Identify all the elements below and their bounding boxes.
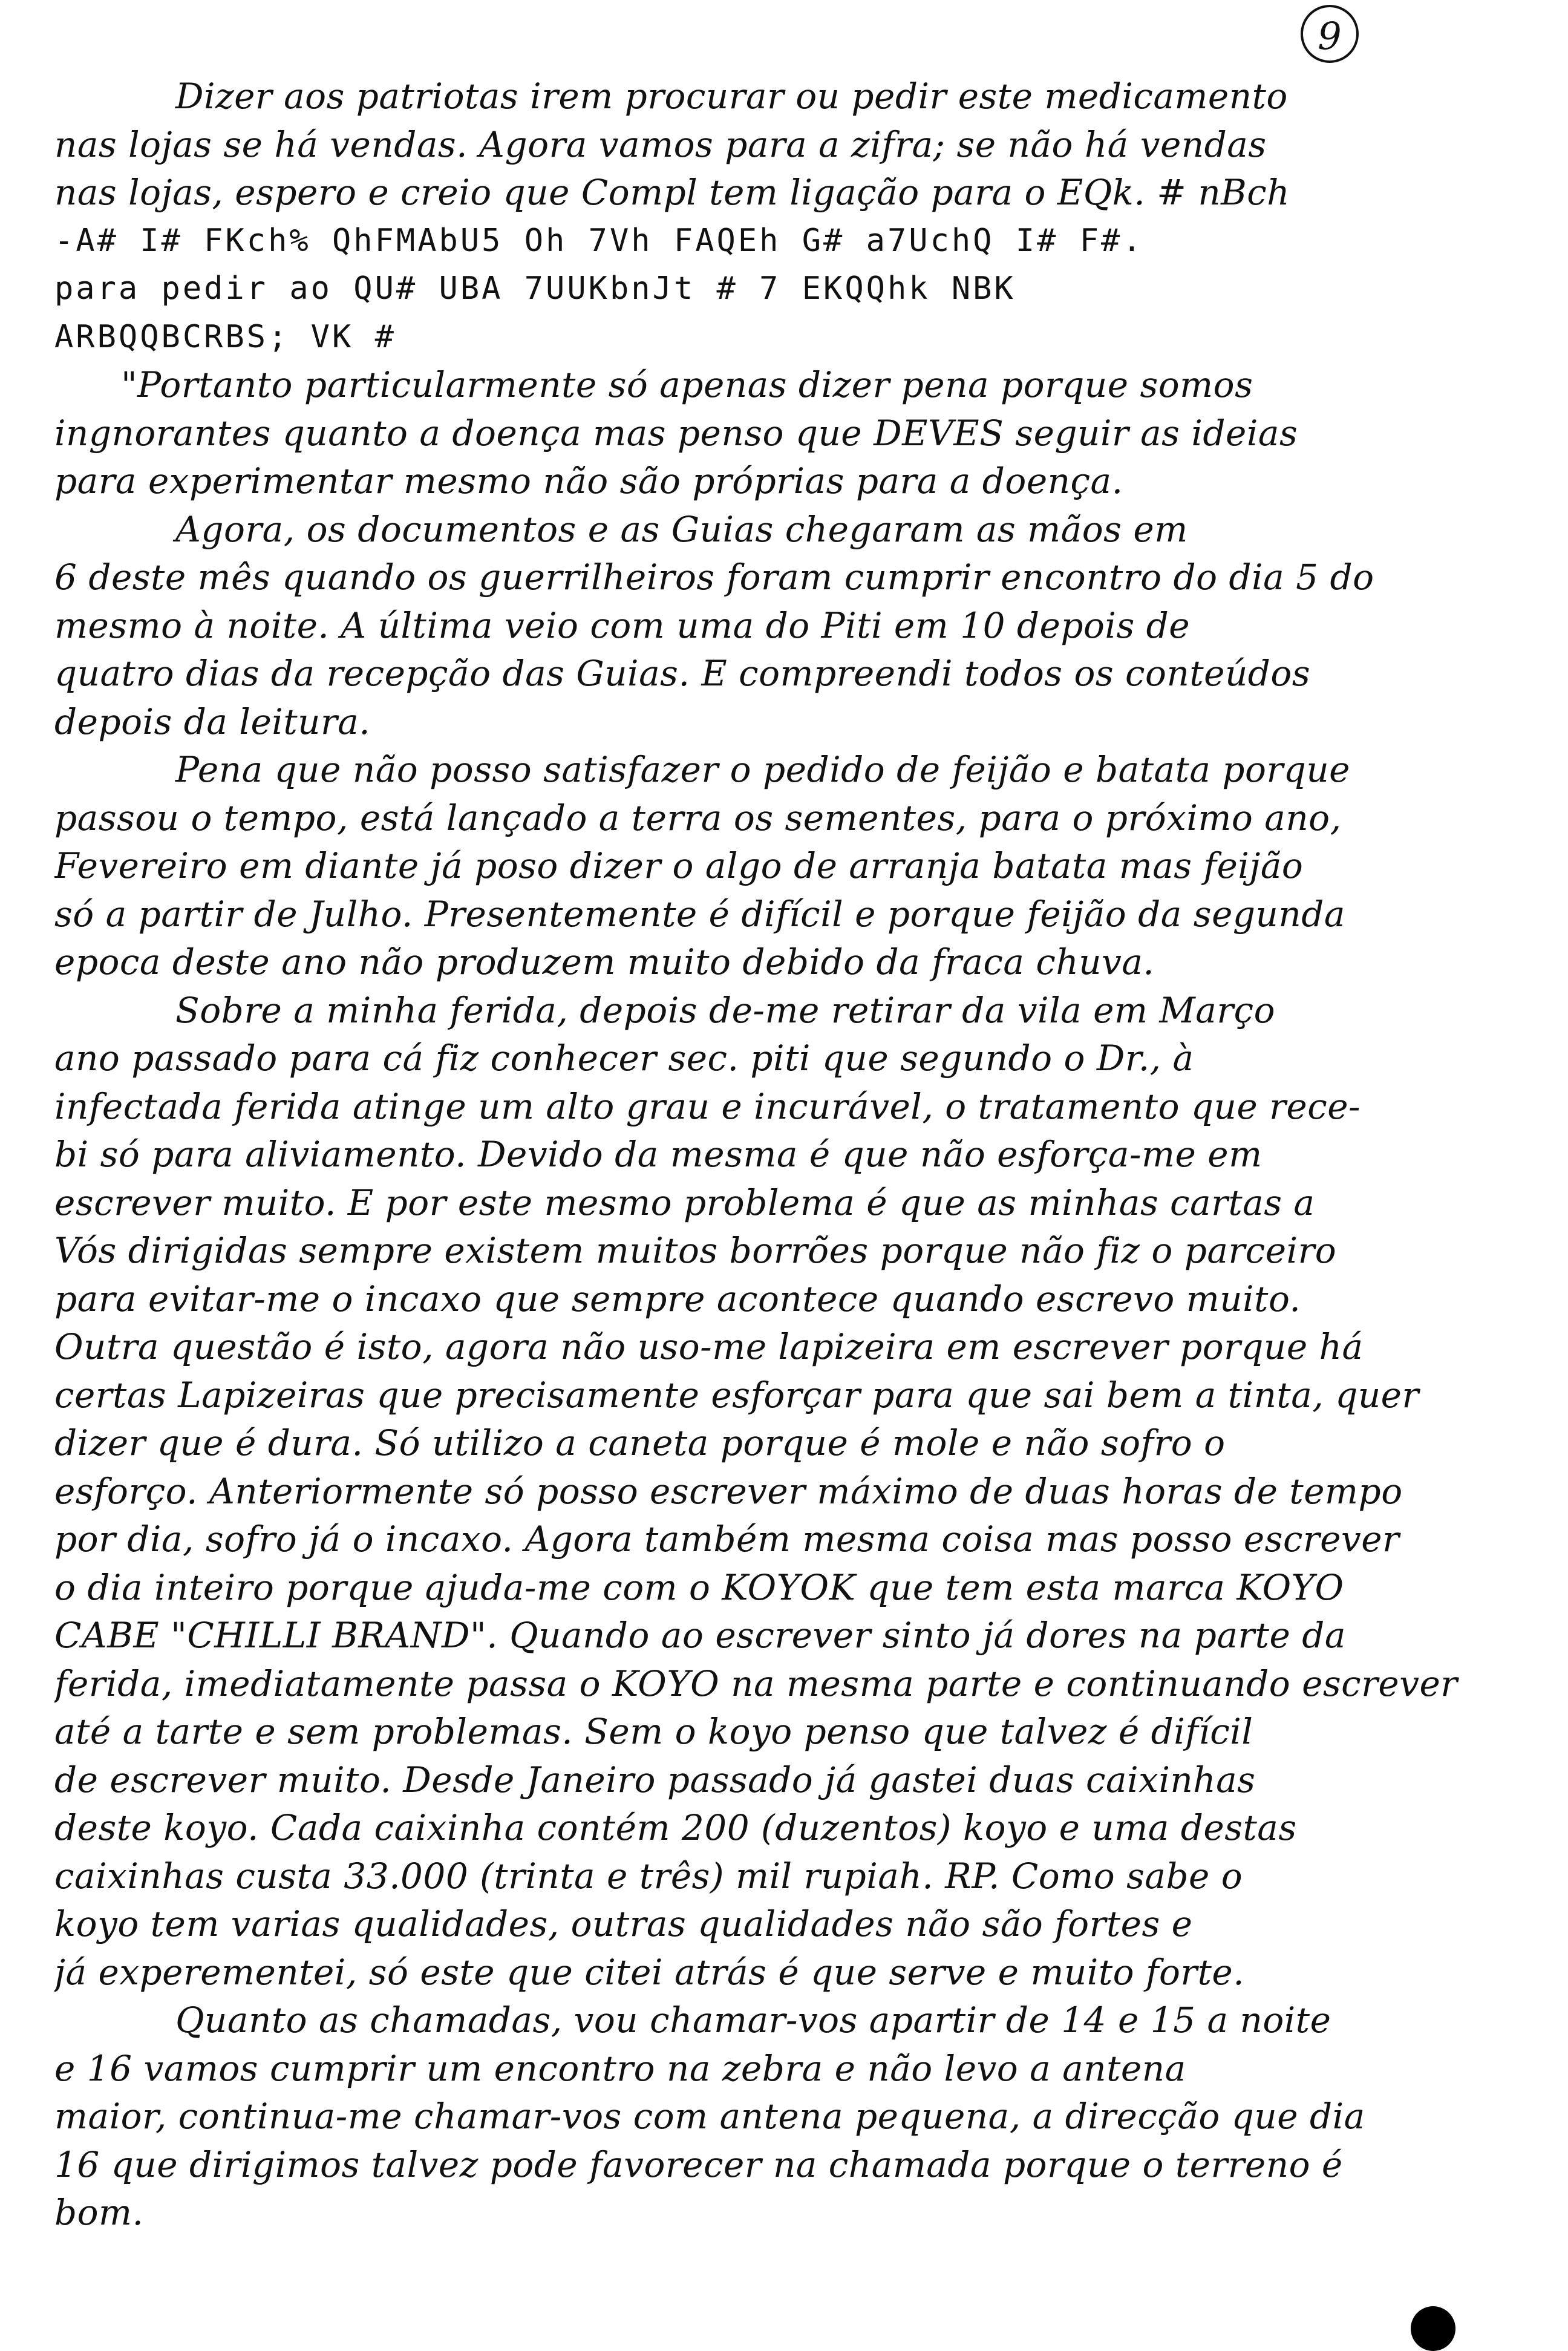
ink-blot	[1411, 2306, 1455, 2351]
letter-line: certas Lapizeiras que precisamente esforçar para que sai bem a tinta, quer	[54, 1374, 1419, 1416]
letter-line: de escrever muito. Desde Janeiro passado já gastei duas caixinhas	[54, 1759, 1256, 1800]
letter-line: ano passado para cá fiz conhecer sec. piti que segundo o Dr., à	[54, 1038, 1194, 1079]
letter-line: Vós dirigidas sempre existem muitos borrões porque não fiz o parceiro	[54, 1230, 1337, 1271]
letter-line: CABE "CHILLI BRAND". Quando ao escrever sinto já dores na parte da	[54, 1615, 1346, 1656]
letter-line: nas lojas, espero e creio que Compl tem ligação para o EQk. # nBch	[54, 172, 1290, 213]
letter-line: epoca deste ano não produzem muito debido da fraca chuva.	[54, 941, 1155, 983]
letter-line: bi só para aliviamento. Devido da mesma é que não esforça-me em	[54, 1134, 1263, 1175]
letter-line: e 16 vamos cumprir um encontro na zebra e não levo a antena	[54, 2047, 1186, 2089]
letter-line: ARBQQBCRBS; VK #	[54, 318, 396, 355]
letter-line: passou o tempo, está lançado a terra os sementes, para o próximo ano,	[54, 797, 1342, 839]
letter-body	[54, 73, 1518, 2237]
letter-line: infectada ferida atinge um alto grau e incurável, o tratamento que rece-	[54, 1085, 1361, 1127]
letter-line: mesmo à noite. A última veio com uma do Piti em 10 depois de	[54, 604, 1191, 646]
letter-line: koyo tem varias qualidades, outras qualidades não são fortes e	[54, 1903, 1193, 1944]
letter-line: -A# I# FKch% QhFMAbU5 Oh 7Vh FAQEh G# a7UchQ I# F#.	[54, 222, 1144, 259]
letter-line: ingnorantes quanto a doença mas penso que DEVES seguir as ideias	[54, 412, 1298, 454]
letter-line: maior, continua-me chamar-vos com antena pequena, a direcção que dia	[54, 2096, 1365, 2137]
letter-line: só a partir de Julho. Presentemente é difícil e porque feijão da segunda	[54, 893, 1345, 935]
letter-line: Agora, os documentos e as Guias chegaram as mãos em	[175, 508, 1188, 550]
letter-line: Outra questão é isto, agora não uso-me lapizeira em escrever porque há	[54, 1326, 1364, 1367]
letter-line: "Portanto particularmente só apenas dizer pena porque somos	[121, 364, 1253, 405]
letter-line: Dizer aos patriotas irem procurar ou pedir este medicamento	[175, 76, 1288, 117]
letter-line: Pena que não posso satisfazer o pedido de feijão e batata porque	[175, 749, 1351, 790]
letter-line: bom.	[54, 2192, 144, 2233]
letter-line: 16 que dirigimos talvez pode favorecer na chamada porque o terreno é	[54, 2143, 1343, 2185]
letter-line: para pedir ao QU# UBA 7UUKbnJt # 7 EKQQhk NBK	[54, 270, 1016, 307]
letter-line: deste koyo. Cada caixinha contém 200 (duzentos) koyo e uma destas	[54, 1807, 1297, 1848]
letter-line: nas lojas se há vendas. Agora vamos para a zifra; se não há vendas	[54, 123, 1267, 165]
letter-line: quatro dias da recepção das Guias. E compreendi todos os conteúdos	[54, 653, 1311, 694]
letter-line: para evitar-me o incaxo que sempre acontece quando escrevo muito.	[54, 1278, 1301, 1319]
letter-line: 6 deste mês quando os guerrilheiros foram cumprir encontro do dia 5 do	[54, 557, 1374, 598]
letter-line: caixinhas custa 33.000 (trinta e três) mil rupiah. RP. Como sabe o	[54, 1855, 1243, 1897]
letter-line: escrever muito. E por este mesmo problema é que as minhas cartas a	[54, 1182, 1315, 1223]
letter-line: por dia, sofro já o incaxo. Agora também mesma coisa mas posso escrever	[54, 1519, 1400, 1560]
letter-line: Quanto as chamadas, vou chamar-vos apartir de 14 e 15 a noite	[175, 1999, 1331, 2041]
letter-line: depois da leitura.	[54, 701, 371, 742]
letter-line: esforço. Anteriormente só posso escrever máximo de duas horas de tempo	[54, 1470, 1403, 1512]
letter-line: até a tarte e sem problemas. Sem o koyo penso que talvez é difícil	[54, 1711, 1253, 1752]
letter-line: Fevereiro em diante já poso dizer o algo de arranja batata mas feijão	[54, 845, 1304, 886]
letter-line: dizer que é dura. Só utilizo a caneta porque é mole e não sofro o	[54, 1422, 1226, 1463]
page-number: 9	[1301, 5, 1359, 63]
letter-line: o dia inteiro porque ajuda-me com o KOYOK que tem esta marca KOYO	[54, 1566, 1344, 1608]
letter-line: já experementei, só este que citei atrás é que serve e muito forte.	[54, 1951, 1245, 1993]
letter-line: Sobre a minha ferida, depois de-me retirar da vila em Março	[175, 989, 1276, 1031]
letter-line: ferida, imediatamente passa o KOYO na mesma parte e continuando escrever	[54, 1663, 1458, 1704]
letter-line: para experimentar mesmo não são próprias para a doença.	[54, 460, 1123, 502]
